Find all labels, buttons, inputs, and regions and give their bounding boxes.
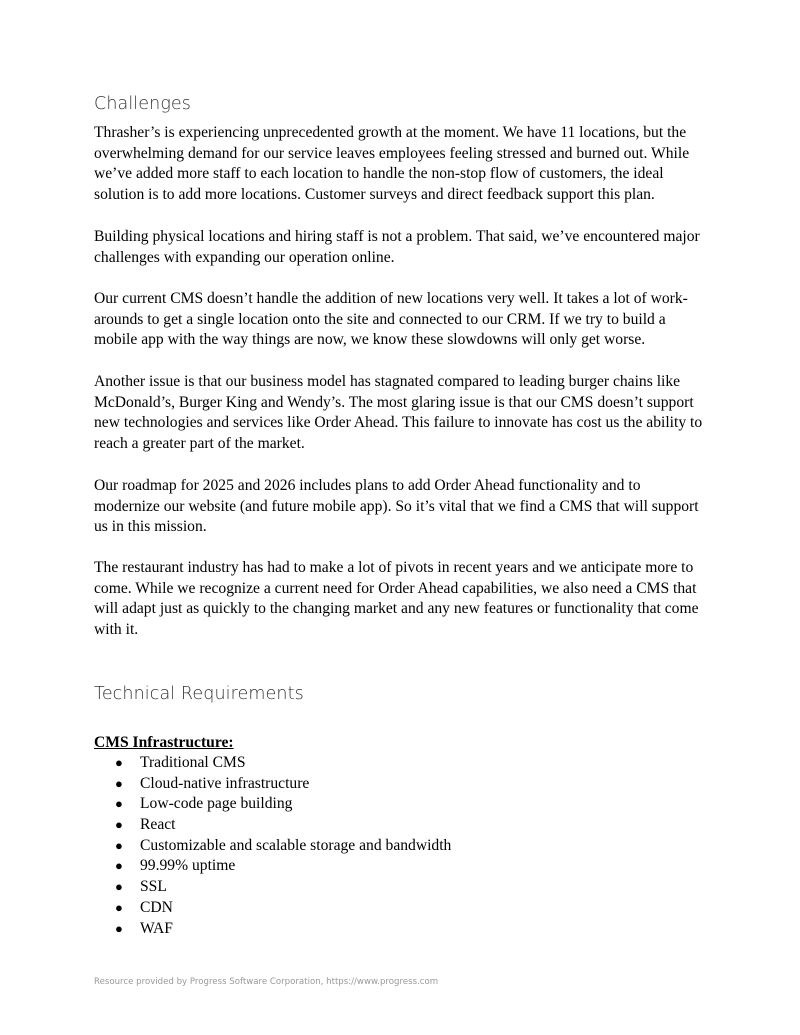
bullet-icon: ● — [115, 858, 123, 874]
list-item-text: 99.99% uptime — [140, 857, 236, 875]
list-item-text: React — [140, 816, 176, 834]
bullet-icon: ● — [115, 920, 123, 936]
list-item-text: SSL — [140, 878, 167, 896]
list-item-text: Customizable and scalable storage and bandwidth — [140, 836, 452, 854]
list-item — [94, 856, 451, 877]
challenges-paragraph-5: Our roadmap for 2025 and 2026 includes plans to add Order Ahead functionality and to modernize our website (and future mobile app). So it’s vital that we find a CMS that will support us in this mission. — [94, 477, 699, 536]
list-item — [94, 898, 451, 919]
list-item-text: WAF — [140, 919, 173, 937]
cms-infrastructure-subheading: CMS Infrastructure: — [94, 734, 234, 751]
list-item — [94, 877, 451, 898]
bullet-icon: ● — [115, 796, 123, 812]
challenges-paragraph-6: The restaurant industry has had to make a lot of pivots in recent years and we anticipate more to come. While we recognize a current need for Order Ahead capabilities, we also need a CMS that will adapt just as quickly to the changing market and any new features or functionality that come with it. — [94, 559, 699, 639]
bullet-icon: ● — [115, 775, 123, 791]
bullet-icon: ● — [115, 899, 123, 915]
bullet-icon: ● — [115, 755, 123, 770]
list-item — [94, 836, 451, 857]
bullet-icon: ● — [115, 879, 123, 895]
list-item — [94, 774, 451, 795]
challenges-heading: Challenges — [94, 94, 192, 114]
list-item-text: Traditional CMS — [140, 754, 246, 771]
challenges-paragraph-4: Another issue is that our business model has stagnated compared to leading burger chains like McDonald’s, Burger King and Wendy’s. The most glaring issue is that our CMS doesn’t support new technologies and services like Order Ahead. This failure to innovate has cost us the ability to reach a greater part of the market. — [94, 373, 703, 453]
list-item — [94, 753, 451, 774]
bullet-icon: ● — [115, 817, 123, 833]
bullet-icon: ● — [115, 837, 123, 853]
page-footer: Resource provided by Progress Software Corporation, https://www.progress.com — [94, 977, 439, 987]
list-item — [94, 919, 451, 940]
cms-infrastructure-list — [94, 753, 451, 939]
list-item — [94, 815, 451, 836]
list-item-text: CDN — [140, 898, 173, 916]
challenges-paragraph-2: Building physical locations and hiring staff is not a problem. That said, we’ve encountered major challenges with expanding our operation online. — [94, 228, 700, 266]
list-item-text: Low-code page building — [140, 795, 293, 813]
challenges-paragraph-1: Thrasher’s is experiencing unprecedented growth at the moment. We have 11 locations, but the overwhelming demand for our service leaves employees feeling stressed and burned out. While we’ve added more staff to each location to handle the non-stop flow of customers, the ideal solution is to add more locations. Customer surveys and direct feedback support this plan. — [94, 124, 690, 204]
challenges-paragraph-3: Our current CMS doesn’t handle the addition of new locations very well. It takes a lot of work-arounds to get a single location onto the site and connected to our CRM. If we try to build a mobile app with the way things are now, we know these slowdowns will only get worse. — [94, 290, 688, 349]
technical-requirements-heading: Technical Requirements — [94, 684, 304, 704]
list-item-text: Cloud-native infrastructure — [140, 774, 310, 792]
list-item — [94, 794, 451, 815]
